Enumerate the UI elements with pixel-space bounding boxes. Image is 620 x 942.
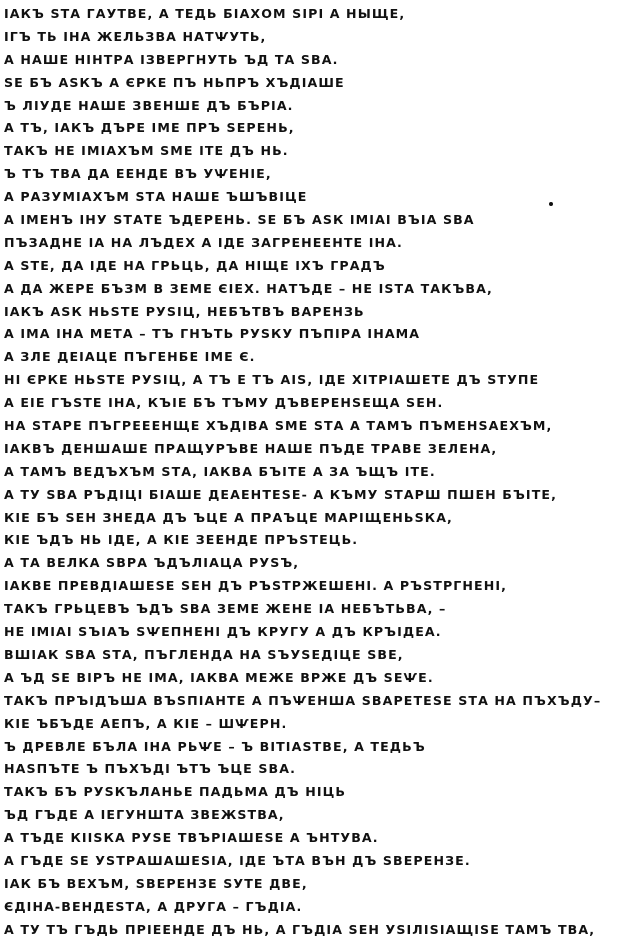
text-line: КІЕ БЪ ЅЕН ЗНЕДА ДЪ ЪЦЕ А ПРАЪЦЕ МАРІЩЕНЬЅКА,	[4, 509, 453, 525]
text-line: ЅЕ БЪ АЅКЪ А ЄРКЕ ПЪ НЬПРЪ ХЪДІАШЕ	[4, 74, 345, 90]
text-line: ІАКЪ ЅТА ГАУТВЕ, А ТЕДЬ БІАХОМ ЅІРІ А НЫЩЕ,	[4, 6, 406, 21]
text-line: ІАКЪ АЅК НЬЅТЕ РУЅІЦ, НЕБЪТВЪ ВАРЕНЗЬ	[4, 303, 365, 319]
text-line: ІАКВЪ ДЕНШАШЕ ПРАЩУРЪВЕ НАШЕ ПЪДЕ ТРАВЕ ЗЕЛЕНА,	[4, 440, 498, 456]
text-line: НА ЅТАРЕ ПЪГРЕЕЕНЩЕ ХЪДІВА ЅМЕ ЅТА А ТАМЪ ПЪМЕНЅАЕХЪМ,	[4, 418, 553, 434]
text-line: Ъ ТЪ ТВА ДА ЕЕНДЕ ВЪ УѰЕНІЕ,	[4, 166, 272, 182]
text-line: А ЗЛЕ ДЕІАЦЕ ПЪГЕНБЕ ІМЕ Є.	[4, 349, 256, 365]
text-line: А ІМЕНЪ ІНУ ЅТАТЕ ЪДЕРЕНЬ. ЅЕ БЪ АЅК ІМІАІ ВЪІА ЅВА	[4, 212, 475, 228]
text-line: ЪД ГЪДЕ А ІЕГУНШТА ЗВЕЖЅТВА,	[4, 807, 285, 823]
text-line: А ТЪ, ІАКЪ ДЪРЕ ІМЕ ПРЪ ЅЕРЕНЬ,	[4, 120, 295, 136]
text-line: КІЕ ЪДЪ НЬ ІДЕ, А КІЕ ЗЕЕНДЕ ПРЪЅТЕЦЬ.	[4, 532, 359, 548]
text-line: А ІМА ІНА МЕТА – ТЪ ГНЪТЬ РУЅКУ ПЪПІРА ІНАМА	[4, 326, 421, 342]
text-line: ІАКВЕ ПРЕВДІАШЕЅЕ ЅЕН ДЪ РЪЅТРЖЕШЕНІ. А РЪЅТРГНЕНІ,	[4, 578, 508, 594]
text-line: ТАКЪ ПРЪІДЪША ВЪЅПІАНТЕ А ПЪѰЕНША ЅВАРЕТЕЅЕ ЅТА НА ПЪХЪДУ–	[4, 692, 602, 708]
text-line: ІАК БЪ ВЕХЪМ, ЅВЕРЕНЗЕ ЅУТЕ ДВЕ,	[4, 875, 308, 891]
text-line: ТАКЪ БЪ РУЅКЪЛАНЬЕ ПАДЬМА ДЪ НІЦЬ	[4, 784, 347, 800]
text-line: А ЪД ЅЕ ВІРЪ НЕ ІМА, ІАКВА МЕЖЕ ВРЖЕ ДЪ ЅЕѰЕ.	[4, 669, 434, 685]
text-line: А ТЪДЕ КІІЅКА РУЅЕ ТВЪРІАШЕЅЕ А ЪНТУВА.	[4, 830, 379, 846]
text-line: ТАКЪ НЕ ІМІАХЪМ ЅМЕ ІТЕ ДЪ НЬ.	[4, 143, 289, 159]
text-line: НІ ЄРКЕ НЬЅТЕ РУЅІЦ, А ТЪ Е ТЪ АІЅ, ІДЕ ХІТРІАШЕТЕ ДЪ ЅТУПЕ	[4, 372, 540, 388]
text-line: Ъ ДРЕВЛЕ БЪЛА ІНА РЬѰЕ – Ъ ВІТІАЅТВЕ, А ТЕДЬЪ	[4, 738, 426, 754]
text-line: ІГЪ ТЬ ІНА ЖЕЛЬЗВА НАТѰУТЬ,	[4, 28, 267, 44]
text-line: А ЅТЕ, ДА ІДЕ НА ГРЬЦЬ, ДА НІЩЕ ІХЪ ГРАДЪ	[4, 257, 386, 273]
text-line: А ТУ ТЪ ГЪДЬ ПРІЕЕНДЕ ДЪ НЬ, А ГЪДІА ЅЕН УЅІЛІЅІАЩІЅЕ ТАМЪ ТВА,	[4, 921, 596, 937]
text-line: Ъ ЛІУДЕ НАШЕ ЗВЕНШЕ ДЪ БЪРІА.	[4, 97, 294, 113]
text-line: НАЅПЪТЕ Ъ ПЪХЪДІ ЪТЪ ЪЦЕ ЅВА.	[4, 761, 296, 777]
text-line: А ТА ВЕЛКА ЅВРА ЪДЪЛІАЦА РУЅЪ,	[4, 555, 300, 571]
text-line: ТАКЪ ГРЬЦЕВЪ ЪДЪ ЅВА ЗЕМЕ ЖЕНЕ ІА НЕБЪТЬВА, –	[4, 601, 447, 617]
text-line: А ДА ЖЕРЕ БЪЗМ В ЗЕМЕ ЄІЕХ. НАТЪДЕ – НЕ ІЅТА ТАКЪВА,	[4, 280, 493, 296]
text-line: А РАЗУМІАХЪМ ЅТА НАШЕ ЪШЪВІЦЕ	[4, 189, 308, 205]
text-line: А ТАМЪ ВЕДЪХЪМ ЅТА, ІАКВА БЪІТЕ А ЗА ЪЩЪ ІТЕ.	[4, 463, 436, 479]
text-line: А ЕІЕ ГЪЅТЕ ІНА, КЪІЕ БЪ ТЪМУ ДЪВЕРЕНЅЕЩА ЅЕН.	[4, 395, 444, 411]
text-line: НЕ ІМІАІ ЅЪІАЪ ЅѰЕПНЕНІ ДЪ КРУГУ А ДЪ КРЪІДЕА.	[4, 624, 442, 640]
text-line: КІЕ ЪБЪДЕ АЕПЪ, А КІЕ – ШѰЕРН.	[4, 715, 288, 731]
manuscript-page	[4, 3, 616, 937]
text-line: ВШІАК ЅВА ЅТА, ПЪГЛЕНДА НА ЅЪУЅЕДІЦЕ ЅВЕ,	[4, 646, 404, 662]
ink-dot	[549, 202, 553, 206]
text-line: А ТУ ЅВА РЪДІЦІ БІАШЕ ДЕАЕНТЕЅЕ- А КЪМУ ЅТАРШ ПШЕН БЪІТЕ,	[4, 486, 557, 502]
text-line: А ГЪДЕ ЅЕ УЅТРАШАШЕЅІА, ІДЕ ЪТА ВЪН ДЪ ЅВЕРЕНЗЕ.	[4, 852, 471, 868]
text-line: ЄДІНА-ВЕНДЕЅТА, А ДРУГА – ГЪДІА.	[4, 898, 303, 914]
text-line: ПЪЗАДНЕ ІА НА ЛЪДЕХ А ІДЕ ЗАГРЕНЕЕНТЕ ІНА.	[4, 234, 403, 250]
text-line: А НАШЕ НІНТРА ІЗВЕРГНУТЬ ЪД ТА ЅВА.	[4, 51, 339, 67]
